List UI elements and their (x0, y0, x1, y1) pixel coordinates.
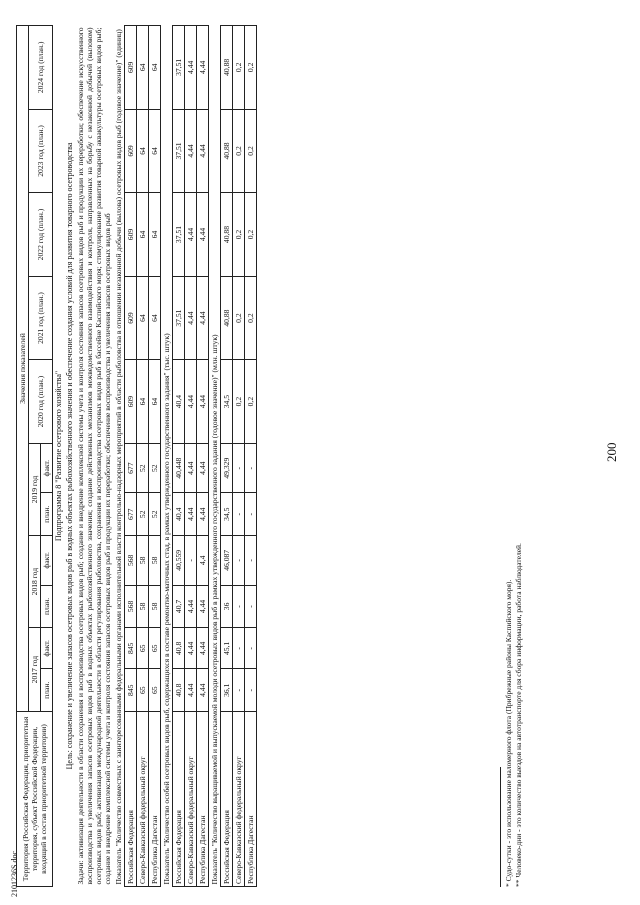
value-cell: - (245, 585, 257, 628)
value-cell: - (185, 536, 197, 586)
value-cell: 40,8 (173, 669, 185, 712)
fact-header: факт. (41, 536, 53, 586)
year-2021-header: 2021 год (план.) (29, 276, 53, 360)
value-cell: 4,44 (185, 585, 197, 628)
value-cell: 4,44 (197, 628, 209, 669)
value-cell: 52 (137, 443, 149, 493)
value-cell: - (233, 585, 245, 628)
subprogram-title: Подпрограмма 8 "Развитие осетрового хозяйства" (54, 370, 63, 542)
value-cell: 0,2 (233, 26, 245, 110)
value-cell: 40,4 (173, 360, 185, 444)
value-cell: 845 (125, 628, 137, 669)
value-cell: 4,44 (197, 669, 209, 712)
value-cell: 4,44 (197, 443, 209, 493)
goal-text: Цель: сохранение и увеличение запасов осетровых видов рыб в водных объектах рыбохозяйственного значения и обеспечение создания условий для развития товарного осетроводства (65, 142, 74, 770)
value-cell: 0,2 (245, 193, 257, 277)
value-cell: 65 (137, 628, 149, 669)
value-cell: 40,559 (173, 536, 185, 586)
value-cell: 65 (149, 628, 161, 669)
plan-header: план. (41, 585, 53, 628)
year-2020-header: 2020 год (план.) (29, 360, 53, 444)
value-cell: 37,51 (173, 193, 185, 277)
value-cell: 58 (149, 536, 161, 586)
year-2017-header: 2017 год (29, 628, 41, 712)
value-cell: 677 (125, 493, 137, 536)
value-cell: 0,2 (233, 109, 245, 193)
value-cell: - (233, 628, 245, 669)
value-cell: 40,88 (221, 109, 233, 193)
year-2018-header: 2018 год (29, 536, 41, 628)
territory-cell: Республика Дагестан (197, 712, 209, 887)
value-cell: 52 (137, 493, 149, 536)
value-cell: 568 (125, 536, 137, 586)
table-row (221, 26, 233, 887)
value-cell: 0,2 (233, 193, 245, 277)
value-cell: 64 (137, 193, 149, 277)
value-cell: 4,44 (185, 360, 197, 444)
table-row (125, 26, 137, 887)
value-cell: - (245, 443, 257, 493)
value-cell: 609 (125, 193, 137, 277)
year-2023-header: 2023 год (план.) (29, 109, 53, 193)
value-cell: 0,2 (245, 109, 257, 193)
value-cell: 34,5 (221, 360, 233, 444)
value-cell: 4,44 (185, 26, 197, 110)
value-cell: 65 (137, 669, 149, 712)
value-cell: 677 (125, 443, 137, 493)
territory-cell: Северо-Кавказский федеральный округ (233, 712, 245, 887)
territory-cell: Российская Федерация (173, 712, 185, 887)
value-cell: 37,51 (173, 26, 185, 110)
table-row (233, 26, 245, 887)
plan-header: план. (41, 669, 53, 712)
value-cell: 4,44 (197, 360, 209, 444)
document-id: 2101236S.doc (10, 851, 19, 897)
value-cell: 64 (149, 360, 161, 444)
value-cell: 4,44 (185, 276, 197, 360)
indicator-title: Показатель "Количество особей осетровых видов рыб, содержащихся в составе ремонтно-маточных стад, в рамках утвержденного государственного задания" (тыс. штук) (162, 333, 171, 885)
value-cell: 46,087 (221, 536, 233, 586)
value-cell: 40,88 (221, 26, 233, 110)
values-header: Значения показателей (17, 26, 29, 712)
value-cell: 609 (125, 360, 137, 444)
value-cell: 64 (137, 109, 149, 193)
value-cell: - (233, 669, 245, 712)
fact-header: факт. (41, 443, 53, 493)
table-row (197, 26, 209, 887)
value-cell: 37,51 (173, 276, 185, 360)
value-cell: 40,7 (173, 585, 185, 628)
table-row (185, 26, 197, 887)
value-cell: 609 (125, 276, 137, 360)
value-cell: 4,44 (197, 193, 209, 277)
value-cell: 845 (125, 669, 137, 712)
value-cell: 40,448 (173, 443, 185, 493)
footnote-1: * Судо-сутки - это использование маломерного флота (Прибрежные районы Каспийского моря). (504, 579, 513, 887)
territory-cell: Российская Федерация (221, 712, 233, 887)
value-cell: - (233, 493, 245, 536)
territory-cell: Северо-Кавказский федеральный округ (137, 712, 149, 887)
footnotes (500, 543, 524, 887)
year-2022-header: 2022 год (план.) (29, 193, 53, 277)
table-row (137, 26, 149, 887)
indicator-title: Показатель "Количество совместных с заинтересованными федеральными органами исполнительной власти контрольно-надзорных мероприятий в области рыболовства в отношении незаконной добычи (вылова) осетровых видов рыб (годовое значение)" (единиц) (114, 29, 123, 885)
tasks-text: Задачи: активизация деятельности в области сохранения и воспроизводства осетровых видов рыб; создание и внедрение комплексной системы учета и контроля состояния запасов осетровых видов рыб и продукции их переработки; обеспечение искусственного воспроизводства и увеличения запасов осетровых видов рыб в водных объектах рыбохозяйственного значения; создание действенных механизмов межведомственного взаимодействия и контроля, направленных на борьбу с незаконной добычей (выловом) осетровых видов рыб; активизация международной деятельности в области регулирования рыболовства, сохранения и воспроизводства осетровых видов рыб в бассейне Каспийского моря; стимулирование развития товарной аквакультуры осетровых видов рыб; создание и внедрение комплексной системы учета и контроля состояния запасов осетровых видов рыб и продукции их переработки; обеспечение воспроизводства и увеличения запасов осетровых видов рыб (76, 27, 112, 885)
value-cell: 4,4 (197, 536, 209, 586)
value-cell: 34,5 (221, 493, 233, 536)
value-cell: 52 (149, 443, 161, 493)
value-cell: 64 (137, 360, 149, 444)
indicator-title: Показатель "Количество выращиваемой и выпускаемой молоди осетровых видов рыб в рамках утвержденного государственного задания (годовое значение)" (млн. штук) (210, 334, 219, 885)
footnote-2: ** Человеко-дни - это количество выездов на автотранспорте для сбора информации, работа наблюдателей. (514, 543, 523, 887)
value-cell: 64 (137, 276, 149, 360)
territory-cell: Республика Дагестан (149, 712, 161, 887)
value-cell: - (245, 628, 257, 669)
table-row (149, 26, 161, 887)
territory-cell: Республика Дагестан (245, 712, 257, 887)
value-cell: 36,1 (221, 669, 233, 712)
territory-cell: Российская Федерация (125, 712, 137, 887)
value-cell: 568 (125, 585, 137, 628)
value-cell: 64 (149, 276, 161, 360)
indicators-body (113, 26, 257, 887)
year-2019-header: 2019 год (29, 443, 41, 535)
value-cell: 40,88 (221, 193, 233, 277)
value-cell: 40,88 (221, 276, 233, 360)
footnote-rule (500, 767, 501, 887)
territory-header: Территория (Российская Федерация, приоритетная территория, субъект Российской Федерации, входящий в состав приоритетной территории) (17, 712, 53, 887)
fact-header: факт. (41, 628, 53, 669)
value-cell: - (233, 536, 245, 586)
value-cell: 40,4 (173, 493, 185, 536)
value-cell: 4,44 (197, 276, 209, 360)
year-2024-header: 2024 год (план.) (29, 26, 53, 110)
value-cell: 4,44 (185, 669, 197, 712)
value-cell: 4,44 (197, 26, 209, 110)
value-cell: 4,44 (197, 109, 209, 193)
value-cell: 58 (149, 585, 161, 628)
value-cell: 0,2 (245, 276, 257, 360)
value-cell: 0,2 (245, 26, 257, 110)
value-cell: 4,44 (185, 628, 197, 669)
value-cell: - (245, 669, 257, 712)
table-row (245, 26, 257, 887)
value-cell: 49,329 (221, 443, 233, 493)
value-cell: 4,44 (185, 443, 197, 493)
value-cell: 0,2 (233, 360, 245, 444)
value-cell: 52 (149, 493, 161, 536)
value-cell: 65 (149, 669, 161, 712)
page-number: 200 (604, 442, 619, 462)
value-cell: 58 (137, 585, 149, 628)
value-cell: 45,1 (221, 628, 233, 669)
plan-header: план. (41, 493, 53, 536)
value-cell: 40,8 (173, 628, 185, 669)
value-cell: 609 (125, 26, 137, 110)
value-cell: 36 (221, 585, 233, 628)
value-cell: 37,51 (173, 109, 185, 193)
value-cell: 609 (125, 109, 137, 193)
value-cell: 64 (149, 193, 161, 277)
value-cell: 4,44 (185, 493, 197, 536)
table-row (173, 26, 185, 887)
indicators-table (16, 25, 257, 887)
value-cell: 4,44 (197, 493, 209, 536)
value-cell: - (245, 493, 257, 536)
value-cell: 0,2 (233, 276, 245, 360)
value-cell: 64 (149, 26, 161, 110)
value-cell: 4,44 (185, 193, 197, 277)
value-cell: 58 (137, 536, 149, 586)
value-cell: 4,44 (185, 109, 197, 193)
value-cell: 64 (137, 26, 149, 110)
value-cell: 4,44 (197, 585, 209, 628)
territory-cell: Северо-Кавказский федеральный округ (185, 712, 197, 887)
value-cell: - (245, 536, 257, 586)
value-cell: 64 (149, 109, 161, 193)
value-cell: 0,2 (245, 360, 257, 444)
value-cell: - (233, 443, 245, 493)
